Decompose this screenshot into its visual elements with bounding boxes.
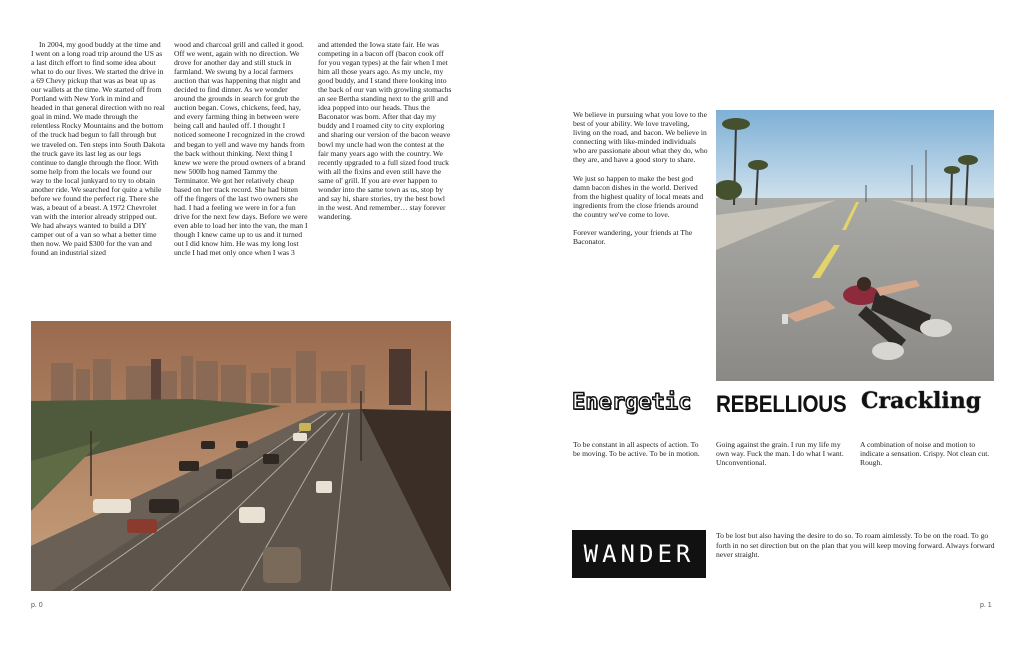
page-number-right: p. 1 bbox=[980, 602, 992, 609]
story-column-2: wood and charcoal grill and called it good. Off we went, again with no direction. We drove for another day and still stuck in farmland. We swung by a local farmers auction that was happening that night and decided to find dinner. As we wonder around the grounds in search for grub the auction began. Cows, chickens, feed, hay, and every farming thing in between were being call and hauled off. I thought I noticed someone I recognized in the crowd and began to yell and wave my hands from the back without thinking. Next thing I knew we were the proud owners of a brand new 500lb hog named Tammy the Terminator. We got her relatively cheap based on her track record. She had bitten off the fingers of the last two owners she had. I had a feeling we were in for a fun drive for the next few days. Before we were even able to load her into the van, the man I though I knew came up to us and it turned out I did know him. He was my long lost uncle I had met only once when I was 3 bbox=[174, 40, 308, 258]
word-crackling: Crackling bbox=[861, 388, 982, 414]
intro-paragraph: Forever wandering, your friends at The Baconator. bbox=[573, 228, 693, 247]
intro-paragraph: We believe in pursuing what you love to the best of your ability. We love traveling, living on the road, and bacon. We believe in connecting with like-minded individuals who are passionate about what they do, who they are, and have a good story to share. bbox=[573, 110, 708, 165]
definition-energetic: To be constant in all aspects of action. To be moving. To be active. To be in motion. bbox=[573, 440, 700, 459]
definition-wander: To be lost but also having the desire to do so. To roam aimlessly. To be on the road. To go forth in no set direction but on the plan that you will keep moving forward. Always forward never straight. bbox=[716, 531, 995, 560]
word-energetic: Energetic bbox=[572, 390, 692, 415]
word-rebellious: REBELLIOUS bbox=[716, 391, 847, 418]
story-column-3: and attended the Iowa state fair. He was competing in a bacon off (bacon cook off for you vegan types) at the fair when I met him all those years ago. As my uncle, my good buddy, and I stand there looking into the back of our van with growling stomachs an see Bertha standing next to the grill and idea popped into our heads. Thus the Baconator was born. After that day my buddy and I roamed city to city exploring and sharing our version of the bacon weave bowl my uncle had won the contest at the fair many years ago with the country. We recently upgraded to a full sized food truck with all the fixins and even still have the same ol' grill. If you are ever happen to wonder into the same town as us, stop by and say hi, share stories, try the best bowl in the west. And remember… stay forever wandering. bbox=[318, 40, 452, 221]
highway-city-photo bbox=[31, 321, 451, 591]
definition-rebellious: Going against the grain. I run my life my own way. Fuck the man. I do what I want. Unconventional. bbox=[716, 440, 844, 468]
intro-text bbox=[573, 110, 708, 255]
page-number-left: p. 0 bbox=[31, 602, 43, 609]
wander-block bbox=[572, 530, 706, 578]
word-wander: WANDER bbox=[583, 540, 695, 568]
definition-crackling: A combination of noise and motion to indicate a sensation. Crispy. Not clean cut. Rough. bbox=[860, 440, 990, 468]
story-column-1: In 2004, my good buddy at the time and I went on a long road trip around the US as a last ditch effort to find some idea about what to do our lives. We started the drive in a 69 Chevy pickup that was as beat up as our wallets at the time. We started off from Portland with New York in mind and headed in that general direction with no real goal in mind. We made through the relentless Rocky Mountains and the bottom of the truck had begun to fall through but we traveled on. Ten steps into South Dakota the truck gave its last leg as our legs continue to dangle through the floor. With some help from the locals we found our way to the local junkyard to try to obtain another ride. We searched for quite a while before we found the perfect rig. There she was, a beaut of a beast. A 1972 Chevrolet van with the interior already stripped out. We had always wanted to build a DIY camper out of a van so what a better time then now. We paid $300 for the van and found an industrial sized bbox=[31, 40, 165, 258]
road-person-lying-photo bbox=[716, 110, 994, 381]
intro-paragraph: We just so happen to make the best god damn bacon dishes in the world. Derived from the highest quality of local meats and ingredients from the close friends around the country we've come to love. bbox=[573, 173, 704, 219]
